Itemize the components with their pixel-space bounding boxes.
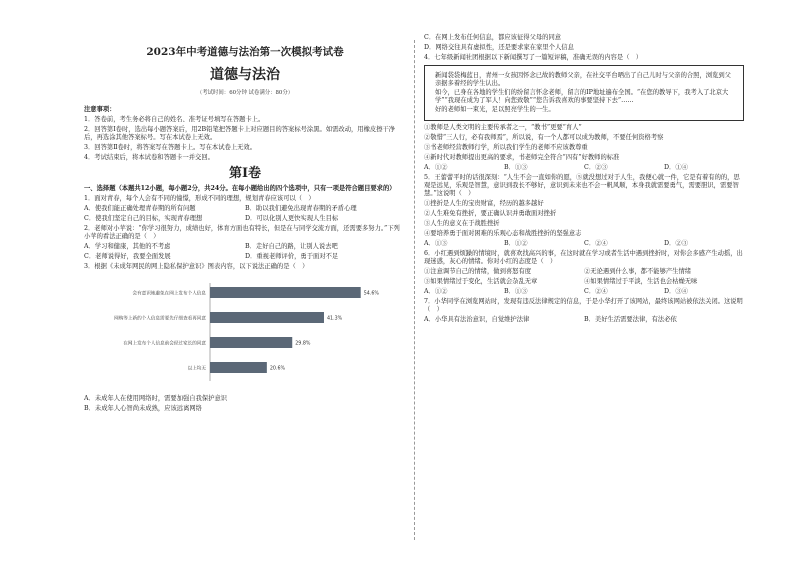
option-d: D．①④: [664, 164, 688, 171]
left-column: [84, 32, 406, 415]
option-c: C．使我们坚定自己的目标，实现青春理想: [84, 214, 203, 222]
privacy-bar-chart: [84, 275, 406, 393]
category-label: 在网上发布个人信息前会经过家长的同意: [123, 341, 206, 347]
option-a: A．学习和健康，其他的不考虑: [84, 242, 171, 250]
option-b: B．①③: [504, 164, 528, 171]
statement-1: ①注意调节自己的情绪，做到喜怒有度: [424, 267, 532, 275]
chart-bar: [210, 312, 324, 323]
option-d: D．②③: [664, 240, 688, 247]
news-paragraph: 新闻袋袋梅蓝日，青州一女孩因怀念已故的教师父亲，在社交平台晒出了自己儿时与父亲的合照，浏览到父亲据多着经的学生认出。: [435, 71, 731, 87]
option-c: C．在网上发布任何信息，都应该征得父母的同意: [424, 34, 562, 42]
category-label: 以上均无: [187, 366, 206, 372]
option-d: D．③④: [664, 288, 688, 296]
exam-title: 2023年中考道德与法治第一次模拟考试卷: [146, 46, 344, 58]
statement-4: ④要培养勇于面对困难的乐观心态和战胜挫折的坚强意志: [424, 229, 582, 237]
value-label: 54.6%: [363, 291, 379, 297]
statement-1: ①挫折是人生的宝贵财富，经历的越多越好: [424, 199, 544, 207]
note-item: 1．答卷前，考生务必将自己的姓名、准考证号填写在答题卡上。: [84, 116, 265, 124]
value-label: 20.6%: [269, 366, 286, 372]
question-6-options: [424, 288, 744, 296]
option-a: A．①②: [424, 288, 448, 296]
chart-bar: [210, 287, 361, 298]
right-column: [424, 32, 744, 326]
column-divider: [414, 40, 415, 540]
question-4-stem: 4．七年级新闻社团根据以下新闻撰写了一篇短评稿，准确无误的内容是（ ）: [424, 54, 643, 62]
statement-3: ③人生的意义在于战胜挫折: [424, 219, 500, 227]
question-1-options-ab: [84, 205, 406, 213]
chart-bar: [210, 362, 267, 373]
option-a: A．小华具有法治意识，自觉维护法律: [424, 316, 530, 323]
note-item: 2．回答第Ⅰ卷时，选出每小题答案后，用2B铅笔把答题卡上对应题目的答案标号涂黑。如需改动，用橡皮擦干净后，再选涂其他答案标号。写在本试卷上无效。: [84, 126, 396, 142]
statement-2: ②无论遇到什么事，都不能够产生情绪: [584, 267, 692, 275]
news-paragraph: 如今，已身在各地的学生们的纷留言怀念老师，留言的IP地址遍布全国。“在您的教导下，我考入了北京大学”“我现在成为了军人！向您致敬”“您告诉我喜欢的事要坚持下去”……: [435, 89, 729, 104]
question-6-stem: 6．小红遇到烦躁的情境时，就喜欢找高兴的事，在这时就在学习或者生活中遇到挫折时，对你会多感产生动摇，出现迷惑，灰心的情绪。你对小红的态度是（ ）: [424, 250, 743, 265]
question-1-options-cd: [84, 215, 406, 223]
question-6-statements-12: [424, 268, 744, 276]
notes-title: 注意事项：: [84, 106, 116, 114]
option-b: B．①③: [504, 288, 528, 296]
news-paragraph: 好的老师如一束光，足以照亮学生的一生。: [435, 106, 555, 114]
question-3-stem: 3．根据《未成年网民的网上隐私保护意识》图表内容，以下说法正确的是（ ）: [84, 262, 309, 270]
option-c: C．老师说得好，我要全面发展: [84, 252, 171, 260]
option-b: B．助以我们避免出现青春期的矛盾心理: [245, 204, 357, 212]
option-c: C．②④: [584, 288, 608, 296]
option-d: D．重视老师评价，勇于面对不足: [245, 252, 339, 260]
statement-3: ③如果情绪过于变化，生活就会杂乱无章: [424, 278, 538, 285]
option-b: B．走好自己的路，让别人说去吧: [245, 242, 338, 250]
option-c: C．②③: [584, 164, 608, 171]
statement-1: ①教师是人类文明的主要传承者之一，“教书”更要“育人”: [424, 123, 582, 131]
question-1-stem: 1．面对青春，每个人会有不同的憧憬，形成不同的理想，规划青春应该可以（ ）: [84, 194, 315, 202]
news-box: [424, 65, 744, 121]
exam-info: （考试时间：60分钟 试卷满分：80分）: [196, 89, 294, 96]
option-c: C．②④: [584, 240, 608, 247]
section-heading: 一、选择题（本题共12小题，每小题2分，共24分。在每小题给出的四个选项中，只有一项是符合题目要求的）: [84, 184, 396, 192]
option-b: B．未成年人心智尚未成熟，应该远离网络: [84, 405, 202, 412]
value-label: 41.3%: [326, 316, 343, 322]
note-item: 4．考试结束后，将本试卷和答题卡一并交回。: [84, 154, 214, 162]
question-5-stem: 5．王蕾蕾平时的话很深刻：“人生不会一直如你的愿，⑤就没想过对于人生，我便心就一件，它是有着有的的，思观是远见，乐观是智慧，意识到我长不够好，意识到未来也不会一帆风顺，本身我就需要勇气，需要胆识，需要智慧。”这说明（ ）: [424, 174, 740, 197]
category-label: 会有意识地避免在网上发布个人信息: [132, 291, 206, 297]
category-label: 网购等上新的个人信息需要先仔细查看再同意: [114, 316, 206, 322]
statement-2: ②敬惜“三人行，必有我师焉”，所以说，有一个人都可以成为教师，不要任何资格考察: [424, 133, 664, 141]
option-b: B．美好生活需要法律，有法必依: [584, 316, 677, 323]
question-6-statements-34: [424, 278, 744, 286]
option-b: B．①②: [504, 240, 528, 247]
note-item: 3．回答第Ⅱ卷时，将答案写在答题卡上。写在本试卷上无效。: [84, 144, 257, 152]
volume-title: 第Ⅰ卷: [228, 166, 262, 182]
option-a: A．①②: [424, 164, 448, 171]
option-d: D．可以化别人更快实现人生目标: [245, 214, 339, 222]
chart-svg: [84, 275, 406, 393]
question-5-options: [424, 240, 744, 248]
option-a: A．使我们能正确处理青春期的所有问题: [84, 204, 196, 212]
statement-2: ②人生难免有挫折，要正确认识并勇敢面对挫折: [424, 209, 557, 217]
question-4-options: [424, 164, 744, 172]
option-a: A．未成年人在使用网络时，需要加强自我保护意识: [84, 394, 228, 402]
option-a: A．①③: [424, 240, 448, 247]
question-2-options-cd: [84, 253, 406, 261]
chart-bar: [210, 337, 292, 348]
question-7-stem: 7．小华同学在浏览网站时，发现有违反法律规定的信息，于是小华打开了该网站，最终该网站被依法关闭。这说明（ ）: [424, 298, 743, 313]
statement-4: ④新时代对教师提出更高的要求，书老师完全符合“四有”好教师的标准: [424, 153, 620, 161]
subject-title: 道德与法治: [210, 67, 280, 84]
statement-4: ④如果情绪过于平淡，生活也会枯燥无味: [584, 278, 698, 285]
question-2-options-ab: [84, 243, 406, 251]
value-label: 29.8%: [295, 341, 311, 347]
option-d: D．网络交往具有虚拟性，还是要求家在家里个人信息: [424, 44, 574, 52]
question-7-options: [424, 316, 744, 324]
statement-3: ③书老师经营教师行学，所以我们学生的老师不应该教尊重: [424, 143, 588, 151]
question-2-stem: 2．老师对小苹说：“你学习很努力，成绩也好，体育方面也有特长，但是在与同学交流方面，还需要多努力。”下列小苹的看法正确的是（ ）: [84, 224, 400, 240]
